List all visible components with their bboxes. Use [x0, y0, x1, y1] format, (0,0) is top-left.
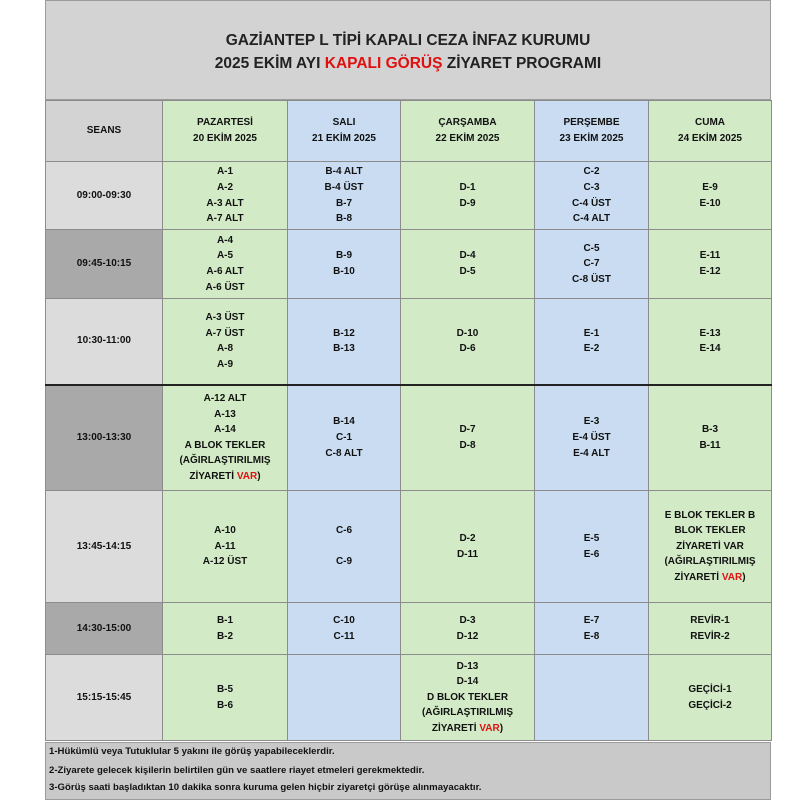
- friday-cell: E BLOK TEKLER B BLOK TEKLER ZİYARETİ VAR (AĞIRLAŞTIRILMIŞ ZİYARETİ VAR): [649, 491, 772, 603]
- var-highlight: VAR: [479, 722, 500, 734]
- wednesday-cell: D-10 D-6: [401, 299, 535, 385]
- program-title: [46, 55, 770, 73]
- day-header-thursday: PERŞEMBE 23 EKİM 2025: [535, 101, 649, 162]
- note-2: 2-Ziyarete gelecek kişilerin belirtilen gün ve saatlere riayet etmeleri gerekmektedir.: [49, 765, 425, 776]
- session-row: [46, 299, 772, 385]
- friday-cell: GEÇİCİ-1 GEÇİCİ-2: [649, 655, 772, 741]
- thursday-cell: E-3 E-4 ÜST E-4 ALT: [535, 385, 649, 491]
- wednesday-cell: D-13 D-14 D BLOK TEKLER (AĞIRLAŞTIRILMIŞ ZİYARETİ VAR): [401, 655, 535, 741]
- monday-cell: A-12 ALT A-13 A-14 A BLOK TEKLER (AĞIRLAŞTIRILMIŞ ZİYARETİ VAR): [163, 385, 288, 491]
- session-row: [46, 230, 772, 299]
- seans-header: SEANS: [46, 101, 163, 162]
- wednesday-cell: D-2 D-11: [401, 491, 535, 603]
- program-title-highlight: KAPALI GÖRÜŞ: [324, 55, 443, 72]
- friday-cell: B-3 B-11: [649, 385, 772, 491]
- tuesday-cell: B-9 B-10: [288, 230, 401, 299]
- tuesday-cell: C-6 C-9: [288, 491, 401, 603]
- wednesday-cell: D-4 D-5: [401, 230, 535, 299]
- var-highlight: VAR: [236, 470, 258, 482]
- friday-cell: E-11 E-12: [649, 230, 772, 299]
- note-3: 3-Görüş saati başladıktan 10 dakika sonra kuruma gelen hiçbir ziyaretçi görüşe alınmayacaktır.: [49, 782, 482, 793]
- thursday-cell: E-5 E-6: [535, 491, 649, 603]
- day-header-monday: PAZARTESİ 20 EKİM 2025: [163, 101, 288, 162]
- tuesday-cell: B-12 B-13: [288, 299, 401, 385]
- tuesday-cell: B-4 ALT B-4 ÜST B-7 B-8: [288, 162, 401, 230]
- institution-title: GAZİANTEP L TİPİ KAPALI CEZA İNFAZ KURUMU: [225, 32, 591, 49]
- wednesday-cell: D-1 D-9: [401, 162, 535, 230]
- monday-cell: B-1 B-2: [163, 603, 288, 655]
- day-header-wednesday: ÇARŞAMBA 22 EKİM 2025: [401, 101, 535, 162]
- notes-section: [45, 742, 771, 800]
- monday-cell: A-3 ÜST A-7 ÜST A-8 A-9: [163, 299, 288, 385]
- thursday-cell: C-2 C-3 C-4 ÜST C-4 ALT: [535, 162, 649, 230]
- var-highlight: VAR: [721, 571, 743, 583]
- thursday-cell: C-5 C-7 C-8 ÜST: [535, 230, 649, 299]
- schedule-table: [45, 100, 772, 741]
- session-row: [46, 655, 772, 741]
- day-header-tuesday: SALI 21 EKİM 2025: [288, 101, 401, 162]
- session-row: [46, 603, 772, 655]
- friday-cell: E-9 E-10: [649, 162, 772, 230]
- session-time: 13:00-13:30: [46, 385, 163, 491]
- thursday-cell: [535, 655, 649, 741]
- header-row: [46, 101, 772, 162]
- monday-cell: A-4 A-5 A-6 ALT A-6 ÜST: [163, 230, 288, 299]
- session-time: 14:30-15:00: [46, 603, 163, 655]
- monday-cell: B-5 B-6: [163, 655, 288, 741]
- session-time: 13:45-14:15: [46, 491, 163, 603]
- visit-schedule-sheet: [45, 0, 771, 800]
- tuesday-cell: B-14 C-1 C-8 ALT: [288, 385, 401, 491]
- friday-cell: E-13 E-14: [649, 299, 772, 385]
- wednesday-cell: D-7 D-8: [401, 385, 535, 491]
- friday-cell: REVİR-1 REVİR-2: [649, 603, 772, 655]
- tuesday-cell: C-10 C-11: [288, 603, 401, 655]
- session-time: 09:00-09:30: [46, 162, 163, 230]
- wednesday-cell: D-3 D-12: [401, 603, 535, 655]
- title-block: [45, 0, 771, 100]
- thursday-cell: E-1 E-2: [535, 299, 649, 385]
- program-title-post: ZİYARET PROGRAMI: [442, 55, 602, 72]
- session-row: [46, 491, 772, 603]
- day-header-friday: CUMA 24 EKİM 2025: [649, 101, 772, 162]
- program-title-pre: 2025 EKİM AYI: [214, 55, 325, 72]
- session-row: [46, 385, 772, 491]
- monday-cell: A-10 A-11 A-12 ÜST: [163, 491, 288, 603]
- note-1: 1-Hükümlü veya Tutuklular 5 yakını ile görüş yapabileceklerdir.: [49, 746, 335, 757]
- session-time: 09:45-10:15: [46, 230, 163, 299]
- monday-cell: A-1 A-2 A-3 ALT A-7 ALT: [163, 162, 288, 230]
- thursday-cell: E-7 E-8: [535, 603, 649, 655]
- tuesday-cell: [288, 655, 401, 741]
- session-time: 10:30-11:00: [46, 299, 163, 385]
- session-row: [46, 162, 772, 230]
- session-time: 15:15-15:45: [46, 655, 163, 741]
